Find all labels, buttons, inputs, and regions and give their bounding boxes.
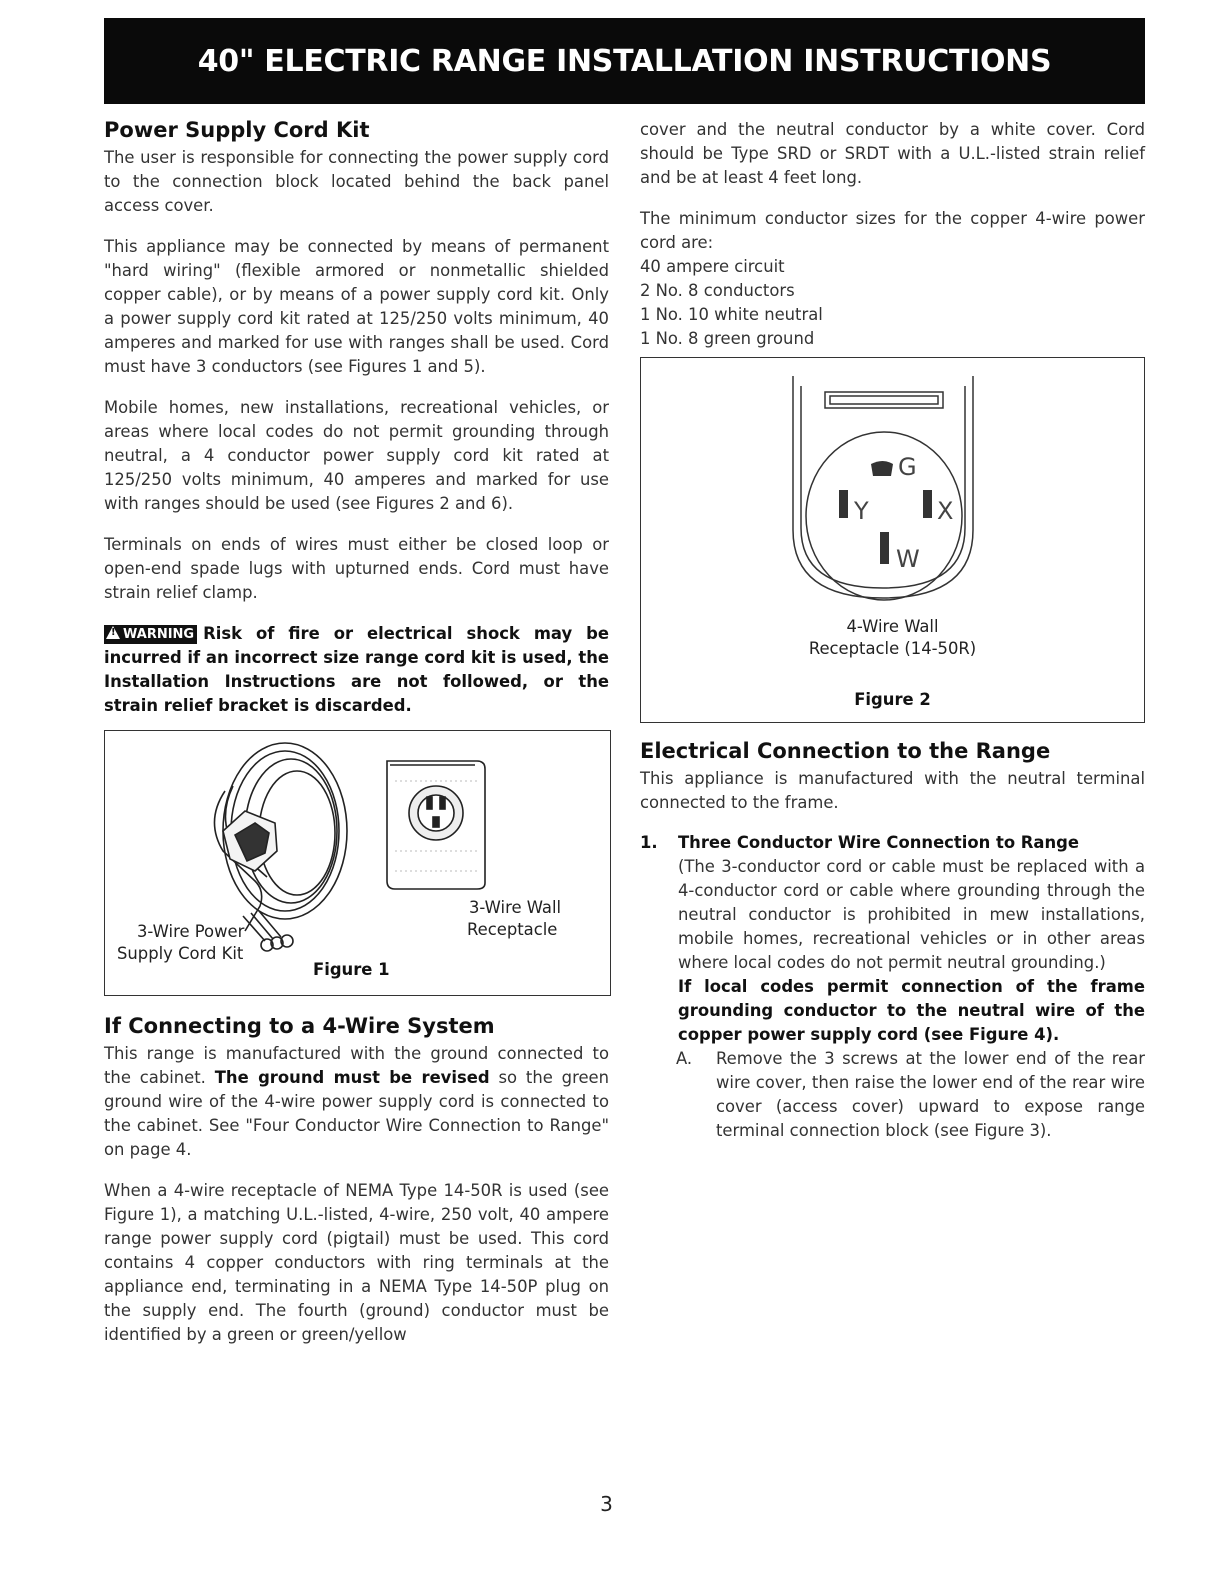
receptacle-slot-w-label: W <box>896 545 920 573</box>
page-header-title: 40" ELECTRIC RANGE INSTALLATION INSTRUCTIONS <box>197 43 1052 79</box>
section-title-electrical-connection: Electrical Connection to the Range <box>640 739 1051 763</box>
receptacle-slot-x-label: X <box>937 497 954 525</box>
paragraph: (The 3-conductor cord or cable must be replaced with a 4-conductor cord or cable where grounding through the neutral conductor is prohibited in mew installations, mobile homes, recreational vehicles or in other areas where local codes do not permit neutral grounding.) <box>678 857 1145 972</box>
list-item: 2 No. 8 conductors <box>640 281 795 300</box>
right-column <box>640 118 1145 1143</box>
figure-1-cord-label <box>117 921 244 965</box>
receptacle-slot-y-label: Y <box>854 497 869 525</box>
item-number: 1. <box>640 833 658 852</box>
paragraph-part: This range is manufactured with the ground connected to the cabinet. <box>104 1044 609 1087</box>
bold-note: If local codes permit connection of the frame grounding conductor to the neutral wire of the copper power supply cord (see Figure 4). <box>678 977 1145 1044</box>
paragraph: Remove the 3 screws at the lower end of the rear wire cover, then raise the lower end of the rear wire cover (access cover) upward to expose range terminal connection block (see Figure 3). <box>716 1049 1145 1140</box>
list-item: 40 ampere circuit <box>640 257 785 276</box>
paragraph <box>104 1042 609 1162</box>
conductor-size-list <box>640 255 1145 351</box>
warning-badge-label: WARNING <box>123 627 195 642</box>
paragraph: The minimum conductor sizes for the copper 4-wire power cord are: <box>640 209 1145 252</box>
sub-item-a <box>640 1047 1145 1143</box>
figure-1-cord-label-line-1: 3-Wire Power <box>137 922 245 941</box>
figure-1-receptacle-label-line-1: 3-Wire Wall <box>469 898 562 917</box>
receptacle-slot-g-label: G <box>898 453 917 481</box>
figure-1 <box>104 730 611 996</box>
figure-1-receptacle-label-line-2: Receptacle <box>467 920 558 939</box>
item-body <box>678 831 1145 1047</box>
paragraph: This appliance is manufactured with the neutral terminal connected to the frame. <box>640 769 1145 812</box>
warning-triangle-icon <box>106 626 120 639</box>
warning-text: Risk of fire or electrical shock may be incurred if an incorrect size range cord kit is used, the Installation Instructions are not followed, or the strain relief bracket is discarded. <box>104 624 609 715</box>
left-column <box>104 118 609 1364</box>
section-title-power-supply-cord-kit: Power Supply Cord Kit <box>104 118 370 142</box>
page-header-banner <box>104 18 1145 104</box>
figure-1-receptacle-label <box>467 897 561 941</box>
numbered-item-1 <box>640 831 1145 1047</box>
paragraph: This appliance may be connected by means of permanent "hard wiring" (flexible armored or nonmetallic shielded copper cable), or by means of a power supply cord kit. Only a power supply cord kit rated at 125/250 volts minimum, 40 amperes and marked for use with ranges shall be used. Cord must have 3 conductors (see Figures 1 and 5). <box>104 237 609 376</box>
figure-2-label-line-1: 4-Wire Wall <box>846 617 939 636</box>
figure-2-title: Figure 2 <box>854 690 931 709</box>
paragraph: Mobile homes, new installations, recreational vehicles, or areas where local codes do not permit grounding through neutral, a 4 conductor power supply cord kit rated at 125/250 volts minimum, 40 amperes and marked for use with ranges should be used (see Figures 2 and 6). <box>104 398 609 513</box>
paragraph-part: so the green ground wire of the 4-wire power supply cord is connected to the cabinet. See "Four Conductor Wire Connection to Range" on page 4. <box>104 1068 610 1159</box>
list-item: 1 No. 8 green ground <box>640 329 815 348</box>
sub-item-letter: A. <box>676 1049 693 1068</box>
warning-badge <box>104 625 197 644</box>
item-title: Three Conductor Wire Connection to Range <box>678 833 1079 852</box>
warning-notice <box>104 622 609 718</box>
figure-2 <box>640 357 1145 723</box>
4-wire-receptacle-illustration <box>641 358 1144 722</box>
paragraph: The user is responsible for connecting the power supply cord to the connection block located behind the back panel access cover. <box>104 148 609 215</box>
paragraph: When a 4-wire receptacle of NEMA Type 14-50R is used (see Figure 1), a matching U.L.-listed, 4-wire, 250 volt, 40 ampere range power supply cord (pigtail) must be used. This cord contains 4 copper conductors with ring terminals at the appliance end, terminating in a NEMA Type 14-50P plug on the supply end. The fourth (ground) conductor must be identified by a green or green/yellow <box>104 1181 609 1344</box>
figure-1-cord-label-line-2: Supply Cord Kit <box>117 944 244 963</box>
page-number: 3 <box>600 1492 613 1516</box>
paragraph: cover and the neutral conductor by a white cover. Cord should be Type SRD or SRDT with a U.L.-listed strain relief and be at least 4 feet long. <box>640 120 1145 187</box>
figure-2-label-line-2: Receptacle (14-50R) <box>808 639 977 658</box>
list-item: 1 No. 10 white neutral <box>640 305 823 324</box>
figure-2-label <box>641 616 1144 660</box>
paragraph: Terminals on ends of wires must either be closed loop or open-end spade lugs with upturned ends. Cord must have strain relief clamp. <box>104 535 609 602</box>
paragraph-bold-part: The ground must be revised <box>214 1068 490 1087</box>
section-title-4-wire-system: If Connecting to a 4-Wire System <box>104 1014 495 1038</box>
figure-1-title: Figure 1 <box>313 960 390 979</box>
